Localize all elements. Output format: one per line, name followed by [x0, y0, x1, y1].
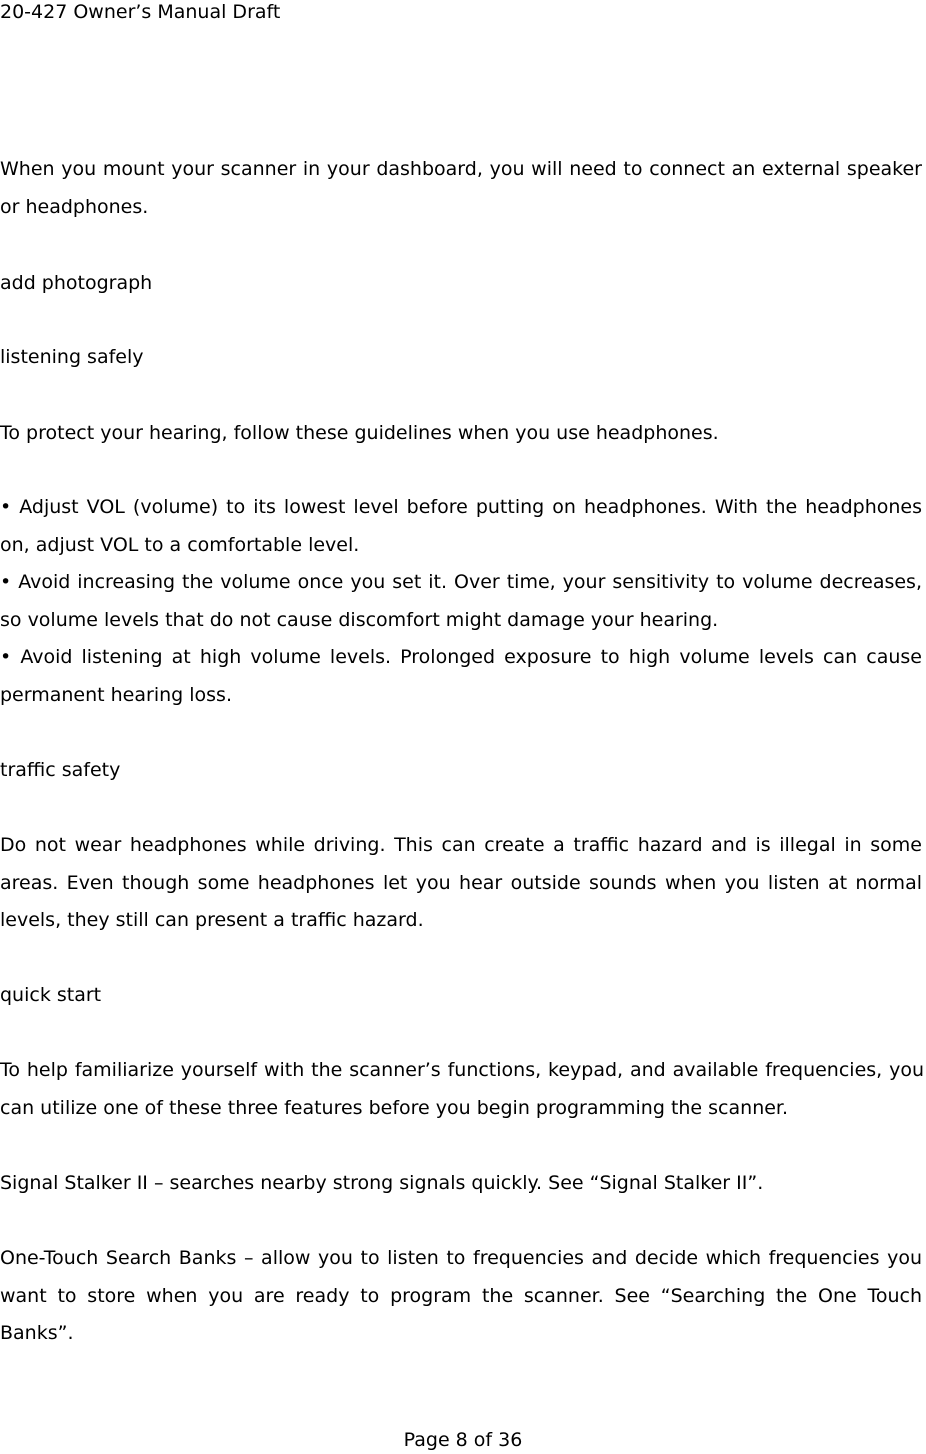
section-heading-quick-start: quick start: [0, 984, 102, 1006]
list-item: • Avoid listening at high volume levels. Prolonged exposure to high volume levels can cause permanent hearing loss.: [0, 646, 922, 706]
photo-placeholder-note: add photograph: [0, 272, 153, 294]
one-touch-paragraph: One-Touch Search Banks – allow you to listen to frequencies and decide which frequencies you want to store when you are ready to program the scanner. See “Searching the One Touch Banks”.: [0, 1247, 922, 1344]
list-item: • Avoid increasing the volume once you set it. Over time, your sensitivity to volume decreases, so volume levels that do not cause discomfort might damage your hearing.: [0, 571, 922, 631]
listening-intro-paragraph: To protect your hearing, follow these guidelines when you use headphones.: [0, 422, 719, 444]
bullet-list: [0, 489, 922, 714]
document-header: 20-427 Owner’s Manual Draft: [0, 1, 281, 23]
signal-stalker-paragraph: Signal Stalker II – searches nearby strong signals quickly. See “Signal Stalker II”.: [0, 1172, 764, 1194]
intro-paragraph: When you mount your scanner in your dashboard, you will need to connect an external speaker or headphones.: [0, 158, 922, 218]
quick-start-paragraph: To help familiarize yourself with the scanner’s functions, keypad, and available frequencies, you can utilize one of these three features before you begin programming the scanner.: [0, 1059, 924, 1119]
traffic-paragraph: Do not wear headphones while driving. This can create a traffic hazard and is illegal in some areas. Even though some headphones let you hear outside sounds when you listen at normal levels, they still can present a traffic hazard.: [0, 834, 922, 931]
section-heading-traffic-safety: traffic safety: [0, 759, 121, 781]
page-number: Page 8 of 36: [403, 1429, 523, 1451]
list-item: • Adjust VOL (volume) to its lowest level before putting on headphones. With the headphones on, adjust VOL to a comfortable level.: [0, 496, 922, 556]
section-heading-listening-safely: listening safely: [0, 346, 144, 368]
